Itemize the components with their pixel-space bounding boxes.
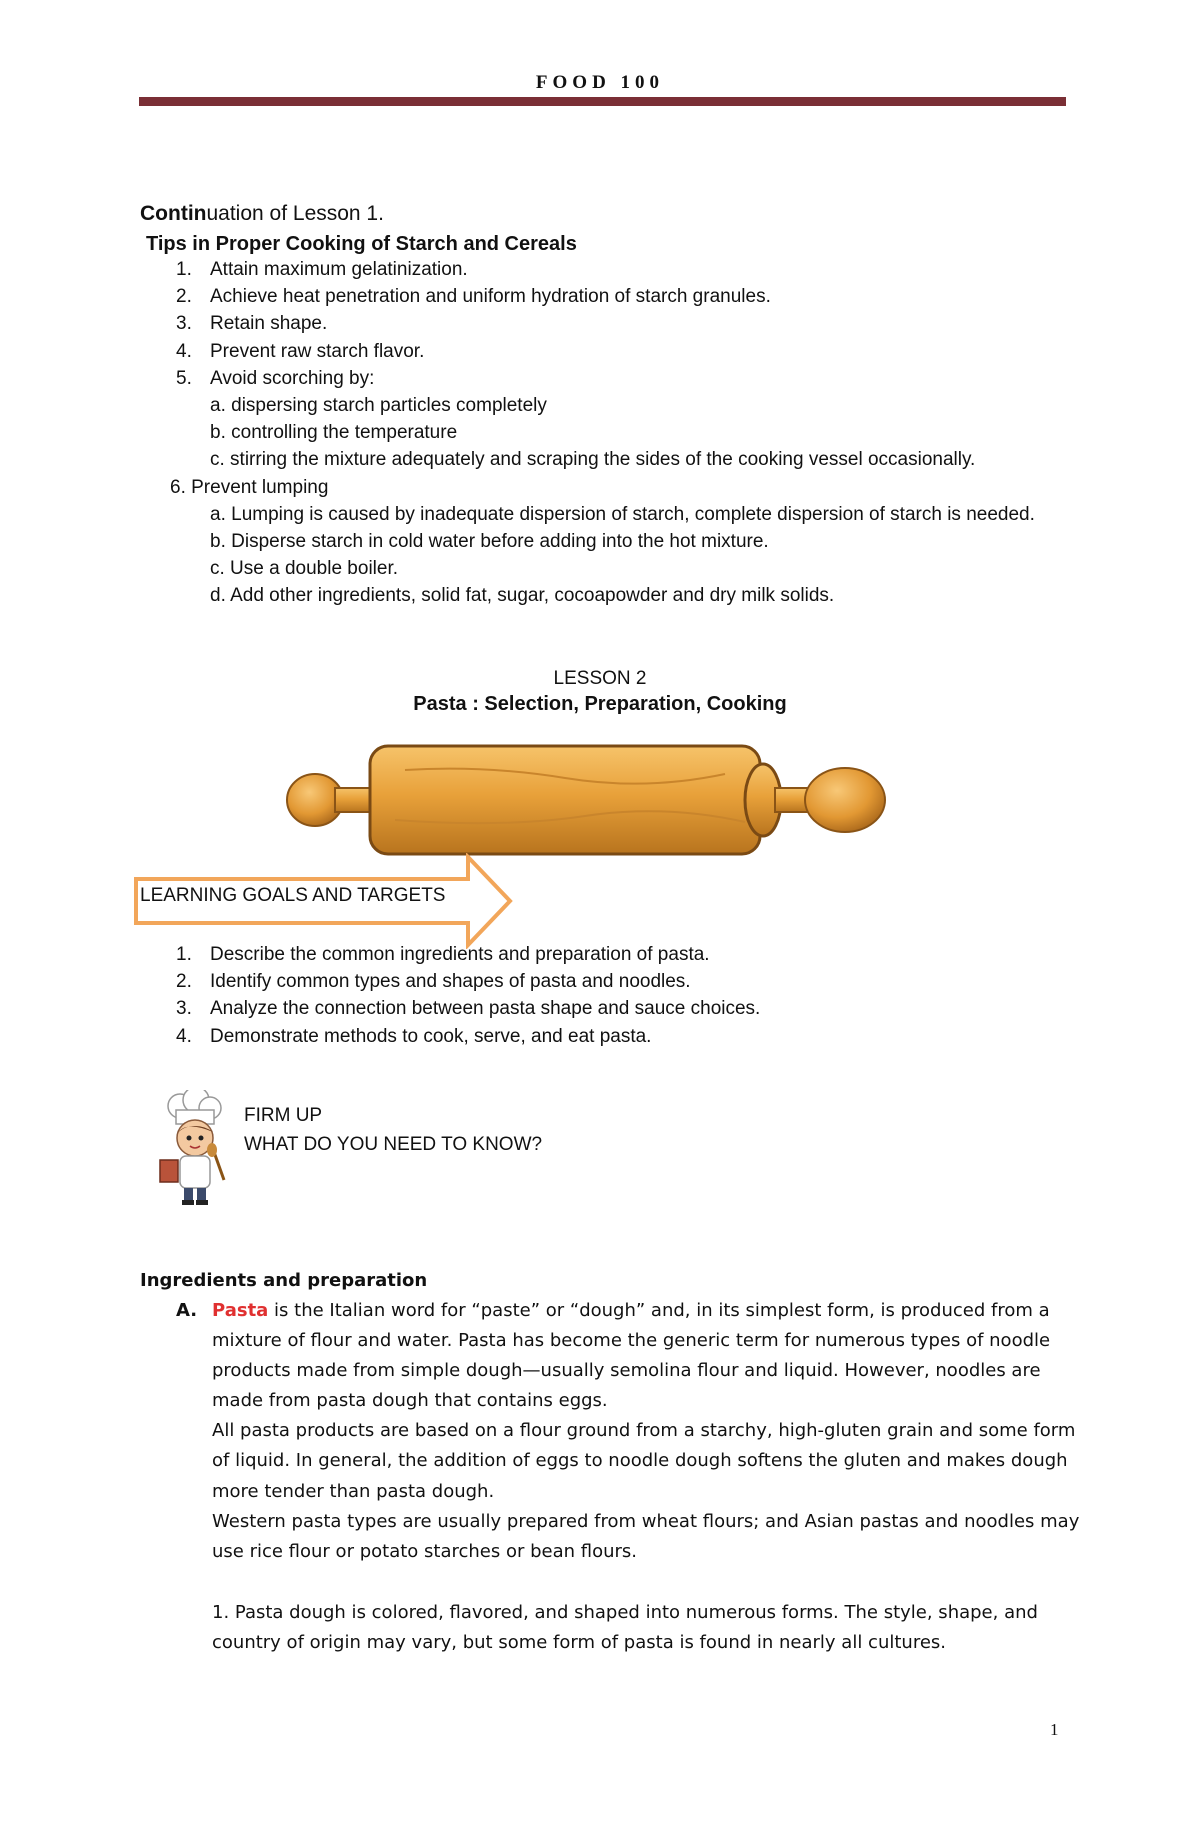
item-text: Avoid scorching by: bbox=[210, 367, 375, 389]
sub-item-text: c. Use a double boiler. bbox=[210, 558, 399, 580]
body-line: country of origin may vary, but some form of pasta is found in nearly all cultures. bbox=[212, 1632, 946, 1653]
lesson-title: LESSON 2 bbox=[553, 668, 647, 689]
item-number: 4. bbox=[176, 340, 192, 362]
item-text: 6. Prevent lumping bbox=[170, 476, 329, 498]
continuation-bold: Contin bbox=[140, 202, 207, 225]
header-title: FOOD 100 bbox=[535, 72, 665, 93]
item-text: Identify common types and shapes of pasta and noodles. bbox=[210, 971, 691, 993]
item-number: 3. bbox=[176, 313, 192, 335]
item-text: Retain shape. bbox=[210, 313, 328, 335]
item-number: 1. bbox=[176, 259, 192, 280]
item-text: Demonstrate methods to cook, serve, and eat pasta. bbox=[210, 1025, 652, 1047]
page-number: 1 bbox=[1050, 1720, 1059, 1739]
item-number: 3. bbox=[176, 998, 192, 1020]
chef-icon bbox=[150, 1090, 240, 1210]
pasta-keyword: Pasta bbox=[212, 1300, 269, 1321]
lesson-subtitle: Pasta : Selection, Preparation, Cooking bbox=[413, 693, 787, 715]
sub-item-text: b. controlling the temperature bbox=[210, 422, 458, 444]
continuation-rest: uation of Lesson 1. bbox=[206, 202, 384, 225]
body-line: products made from simple dough—usually semolina flour and liquid. However, noodles are bbox=[212, 1360, 1041, 1381]
body-line: All pasta products are based on a flour ground from a starchy, high-gluten grain and some form bbox=[212, 1420, 1076, 1441]
item-number: 1. bbox=[176, 944, 192, 965]
sub-item-text: a. dispersing starch particles completely bbox=[210, 394, 547, 416]
firmup-question: WHAT DO YOU NEED TO KNOW? bbox=[244, 1134, 543, 1155]
item-text: Analyze the connection between pasta shape and sauce choices. bbox=[210, 998, 761, 1020]
body-line: more tender than pasta dough. bbox=[212, 1481, 495, 1502]
item-number: 2. bbox=[176, 971, 192, 993]
body-line-rest: is the Italian word for “paste” or “dough” and, in its simplest form, is produced from a bbox=[268, 1300, 1050, 1321]
body-line: made from pasta dough that contains eggs. bbox=[212, 1390, 608, 1411]
continuation-line bbox=[140, 202, 384, 226]
sub-item-text: d. Add other ingredients, solid fat, sugar, cocoapowder and dry milk solids. bbox=[210, 585, 835, 607]
sub-item-text: b. Disperse starch in cold water before adding into the hot mixture. bbox=[210, 530, 769, 552]
body-line: use rice flour or potato starches or bean flours. bbox=[212, 1541, 638, 1562]
sub-item-text: a. Lumping is caused by inadequate dispersion of starch, complete dispersion of starch is needed. bbox=[210, 503, 1035, 525]
body-line: 1. Pasta dough is colored, flavored, and shaped into numerous forms. The style, shape, and bbox=[212, 1602, 1038, 1623]
item-text: Achieve heat penetration and uniform hydration of starch granules. bbox=[210, 286, 771, 308]
body-line: mixture of flour and water. Pasta has become the generic term for numerous types of noodle bbox=[212, 1330, 1051, 1351]
header-rule bbox=[139, 97, 1066, 106]
body-line: of liquid. In general, the addition of eggs to noodle dough softens the gluten and makes dough bbox=[212, 1450, 1068, 1471]
item-text: Prevent raw starch flavor. bbox=[210, 340, 425, 362]
item-text: Attain maximum gelatinization. bbox=[210, 259, 468, 280]
ingredients-heading: Ingredients and preparation bbox=[140, 1270, 428, 1291]
item-text: Describe the common ingredients and preparation of pasta. bbox=[210, 944, 710, 965]
firmup-title: FIRM UP bbox=[244, 1105, 323, 1126]
tips-heading: Tips in Proper Cooking of Starch and Cereals bbox=[146, 233, 577, 255]
item-number: 4. bbox=[176, 1025, 192, 1047]
rolling-pin-image bbox=[285, 740, 895, 860]
learning-goals-label: LEARNING GOALS AND TARGETS bbox=[140, 885, 446, 906]
sub-item-text: c. stirring the mixture adequately and scraping the sides of the cooking vessel occasionally. bbox=[210, 449, 976, 471]
body-line bbox=[212, 1300, 1050, 1321]
item-number: 2. bbox=[176, 286, 192, 308]
section-label: A. bbox=[176, 1300, 198, 1321]
body-line: Western pasta types are usually prepared from wheat flours; and Asian pastas and noodles may bbox=[212, 1511, 1080, 1532]
item-number: 5. bbox=[176, 367, 192, 389]
